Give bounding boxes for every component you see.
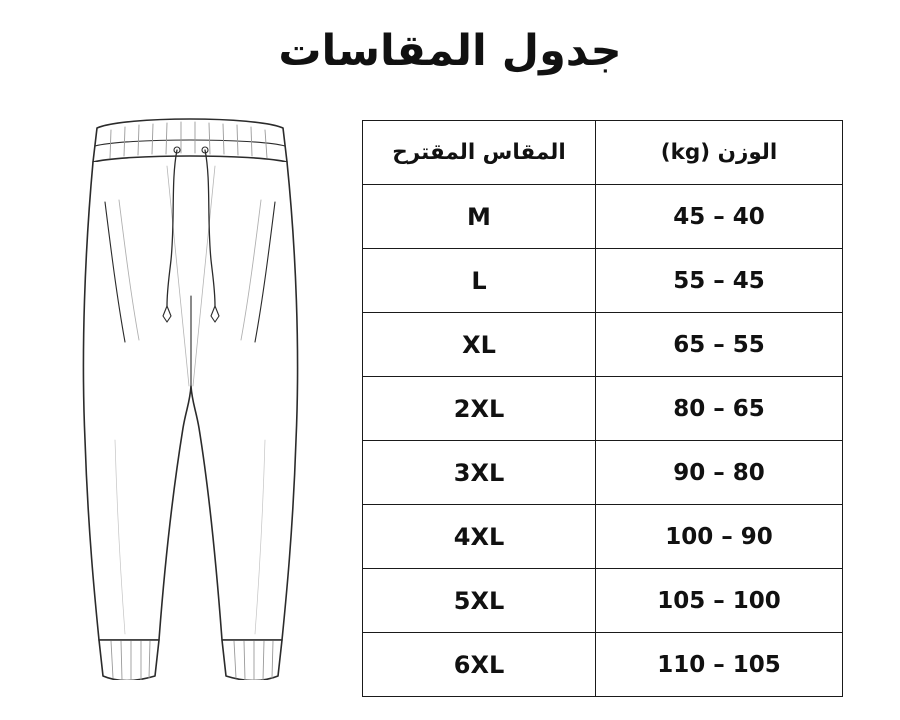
- table-row: [363, 185, 843, 249]
- table-row: [363, 569, 843, 633]
- cell-size: 2XL: [363, 377, 596, 441]
- cell-weight: 90 – 100: [596, 505, 843, 569]
- cell-size: XL: [363, 313, 596, 377]
- cell-weight: 45 – 55: [596, 249, 843, 313]
- table-header-row: [363, 121, 843, 185]
- table-row: [363, 633, 843, 697]
- column-header-suggested-size: المقاس المقترح: [363, 121, 596, 185]
- table-row: [363, 441, 843, 505]
- table-row: [363, 249, 843, 313]
- cell-size: M: [363, 185, 596, 249]
- cell-weight: 105 – 110: [596, 633, 843, 697]
- cell-size: L: [363, 249, 596, 313]
- column-header-weight: الوزن (kg): [596, 121, 843, 185]
- size-table: [362, 120, 843, 697]
- cell-weight: 40 – 45: [596, 185, 843, 249]
- cell-weight: 65 – 80: [596, 377, 843, 441]
- cell-weight: 100 – 105: [596, 569, 843, 633]
- jogger-pants-illustration: [55, 110, 325, 680]
- cell-weight: 80 – 90: [596, 441, 843, 505]
- cell-weight: 55 – 65: [596, 313, 843, 377]
- page-title: جدول المقاسات: [278, 26, 622, 76]
- cell-size: 6XL: [363, 633, 596, 697]
- cell-size: 5XL: [363, 569, 596, 633]
- cell-size: 3XL: [363, 441, 596, 505]
- table-row: [363, 313, 843, 377]
- table-row: [363, 505, 843, 569]
- cell-size: 4XL: [363, 505, 596, 569]
- table-row: [363, 377, 843, 441]
